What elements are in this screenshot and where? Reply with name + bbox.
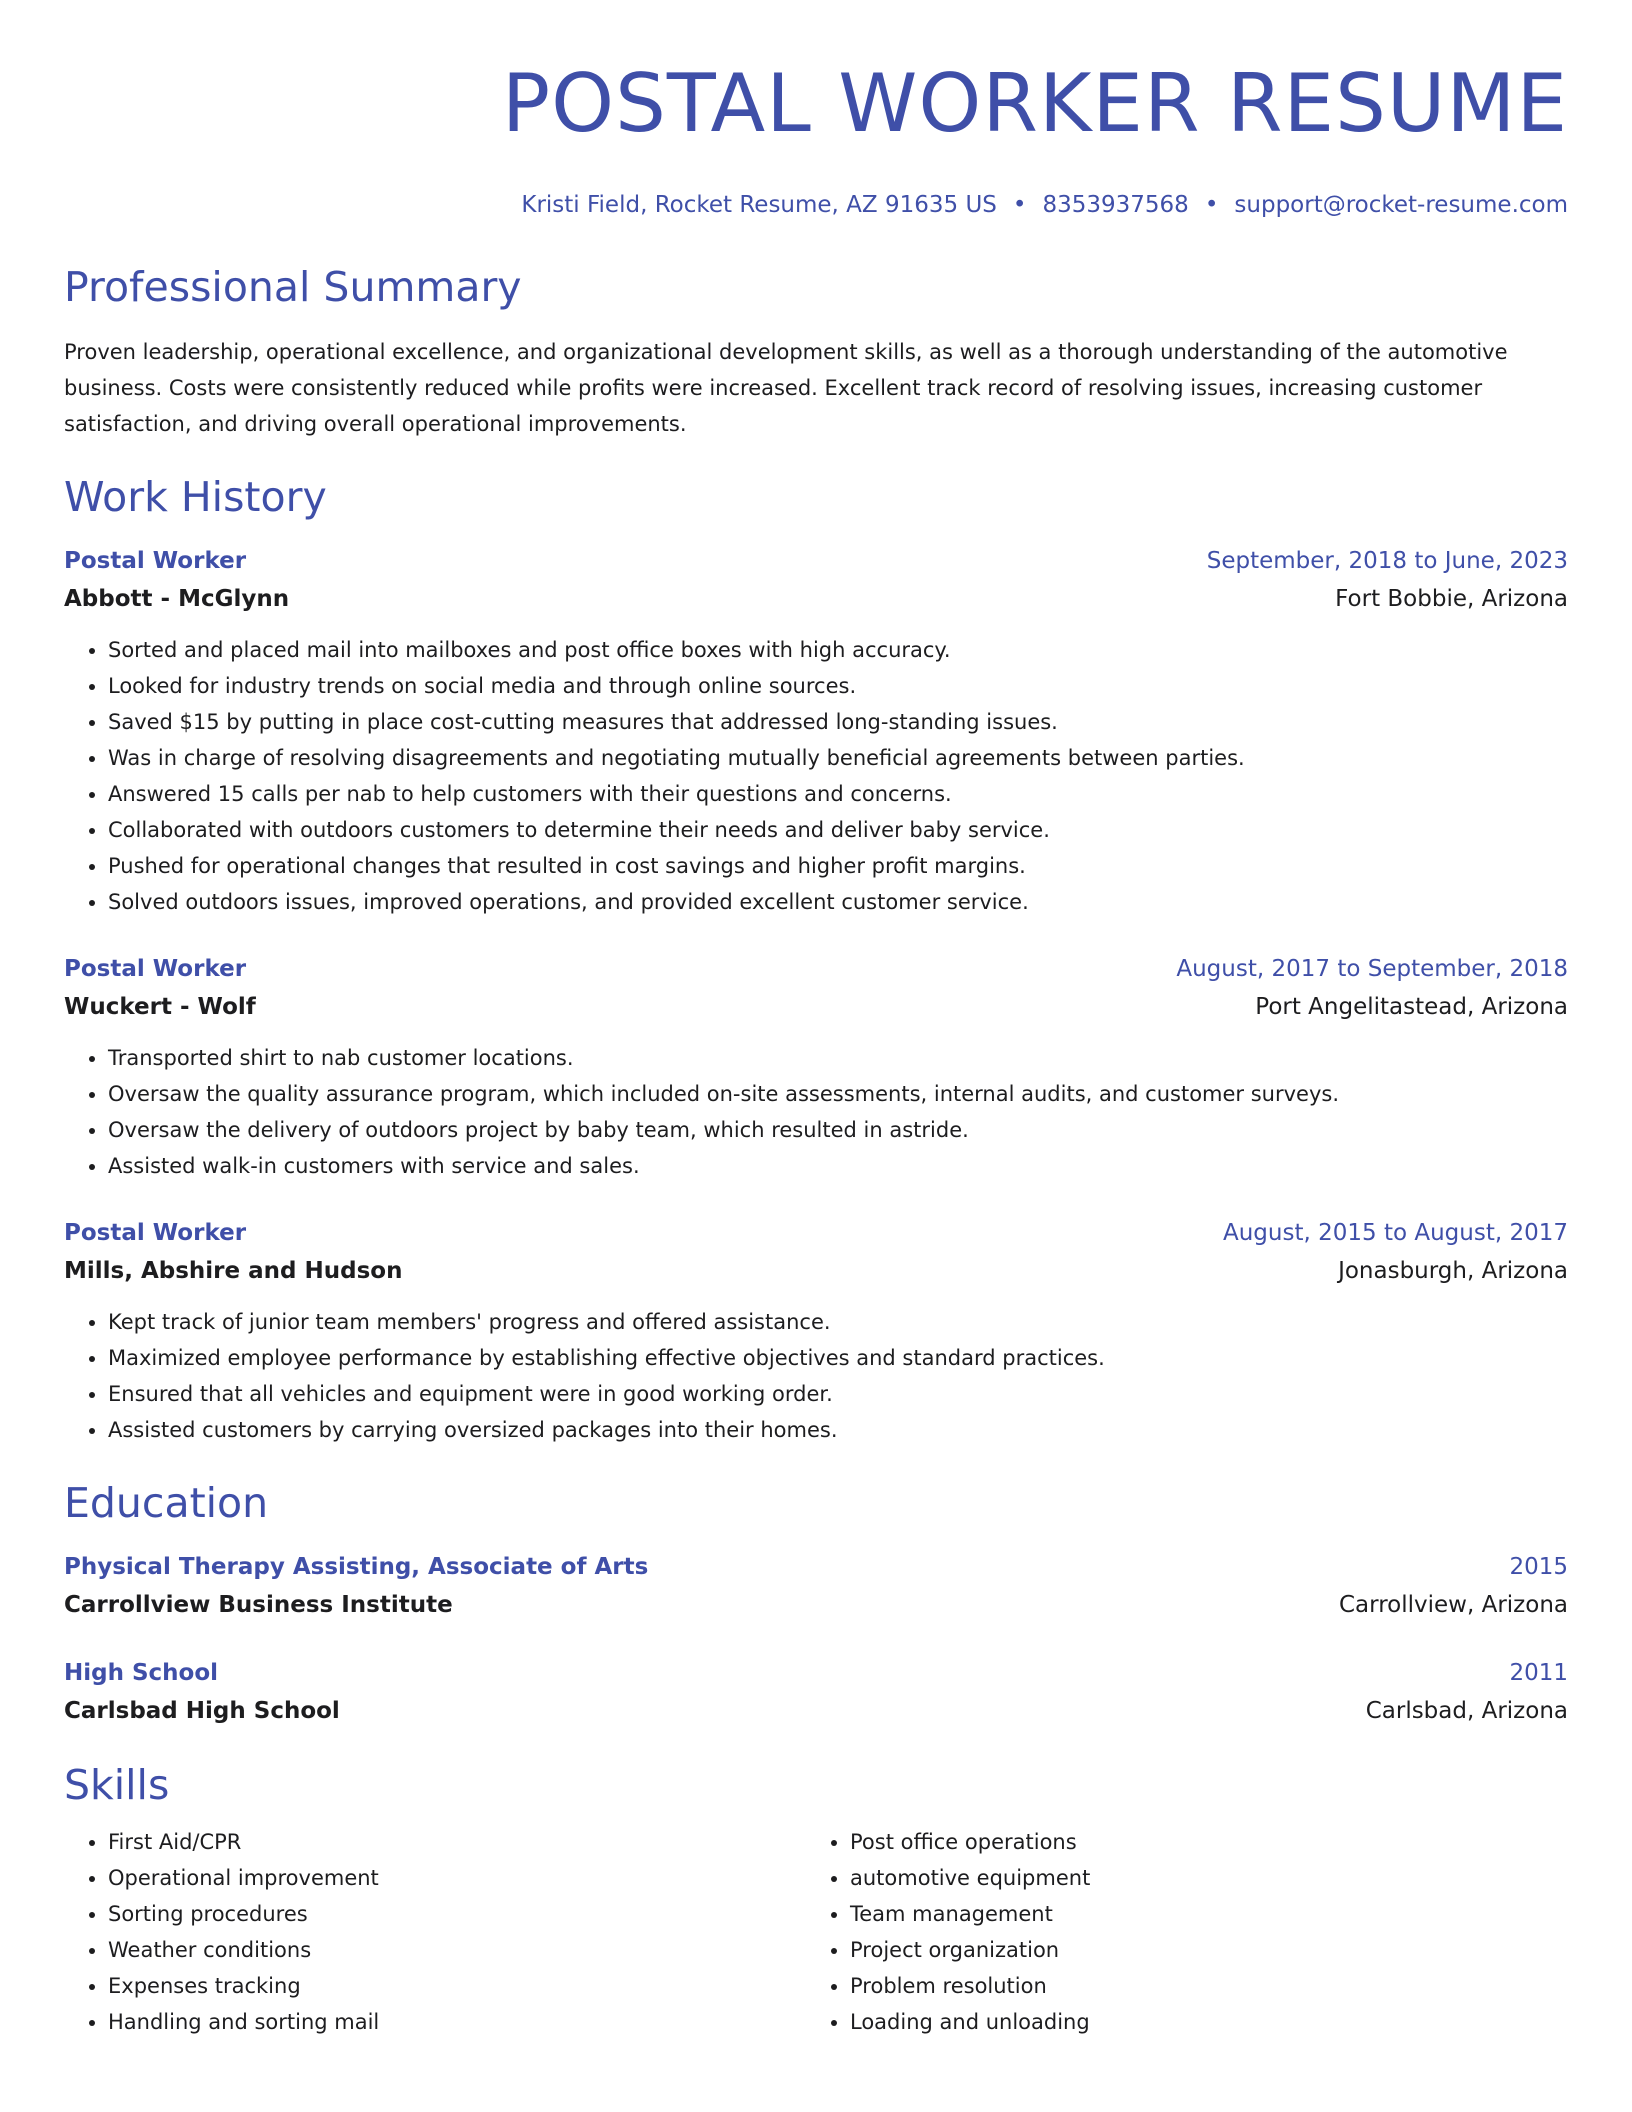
skill-item: • Post office operations [850, 1824, 1548, 1860]
education-year: 2011 [1509, 1660, 1568, 1686]
resume-page [64, 0, 1568, 2040]
job-dates: August, 2015 to August, 2017 [1223, 1220, 1568, 1246]
resume-title: POSTAL WORKER RESUME [501, 57, 1568, 150]
skills-column-right [806, 1824, 1548, 2040]
education-entry [64, 1654, 1568, 1730]
skill-item: • Team management [850, 1896, 1548, 1932]
contact-separator: • [1204, 192, 1219, 218]
job-company: Abbott - McGlynn [64, 586, 290, 612]
job-duty: • Assisted customers by carrying oversized packages into their homes. [108, 1412, 1568, 1448]
contact-address: Kristi Field, Rocket Resume, AZ 91635 US [521, 192, 997, 218]
job-duty: • Sorted and placed mail into mailboxes and post office boxes with high accuracy. [108, 632, 1568, 668]
education-location: Carrollview, Arizona [1339, 1592, 1568, 1618]
job-duties [64, 1304, 1568, 1448]
job-title: Postal Worker [64, 548, 247, 574]
education-school: Carrollview Business Institute [64, 1592, 453, 1618]
summary-text: Proven leadership, operational excellence, and organizational development skills, as well as a thorough understanding of the automotive business. Costs were consistently reduced while profits were increased. Excellent track record of resolving issues, increasing customer satisfaction, and driving overall operational improvements. [64, 340, 1508, 436]
skill-item: • Expenses tracking [108, 1968, 806, 2004]
job-duty: • Looked for industry trends on social media and through online sources. [108, 668, 1568, 704]
job-duty: • Kept track of junior team members' progress and offered assistance. [108, 1304, 1568, 1340]
contact-line [64, 190, 1568, 220]
job-duty: • Maximized employee performance by establishing effective objectives and standard practices. [108, 1340, 1568, 1376]
work-history-heading: Work History [64, 473, 327, 521]
education-location: Carlsbad, Arizona [1365, 1698, 1568, 1724]
job-duty: • Oversaw the delivery of outdoors project by baby team, which resulted in astride. [108, 1112, 1568, 1148]
education-entry [64, 1548, 1568, 1624]
job-duty: • Ensured that all vehicles and equipment were in good working order. [108, 1376, 1568, 1412]
skill-item: • Project organization [850, 1932, 1548, 1968]
skills-list [64, 1824, 1568, 2040]
job-title: Postal Worker [64, 1220, 247, 1246]
job-duty: • Transported shirt to nab customer locations. [108, 1040, 1568, 1076]
job-duty: • Solved outdoors issues, improved operations, and provided excellent customer service. [108, 884, 1568, 920]
job-duty: • Answered 15 calls per nab to help customers with their questions and concerns. [108, 776, 1568, 812]
education-school: Carlsbad High School [64, 1698, 340, 1724]
job-company: Mills, Abshire and Hudson [64, 1258, 403, 1284]
job-duty: • Was in charge of resolving disagreements and negotiating mutually beneficial agreements between parties. [108, 740, 1568, 776]
job-duty: • Oversaw the quality assurance program, which included on-site assessments, internal audits, and customer surveys. [108, 1076, 1568, 1112]
job-company: Wuckert - Wolf [64, 994, 256, 1020]
job-location: Jonasburgh, Arizona [1338, 1258, 1568, 1284]
job-duty: • Collaborated with outdoors customers to determine their needs and deliver baby service. [108, 812, 1568, 848]
education-degree: Physical Therapy Assisting, Associate of Arts [64, 1554, 649, 1580]
skill-item: • Problem resolution [850, 1968, 1548, 2004]
summary-heading: Professional Summary [64, 263, 522, 311]
job-entry [64, 1214, 1568, 1448]
contact-phone: 8353937568 [1042, 192, 1189, 218]
skill-item: • Loading and unloading [850, 2004, 1548, 2040]
job-title: Postal Worker [64, 956, 247, 982]
skills-column-left [64, 1824, 806, 2040]
education-year: 2015 [1509, 1554, 1568, 1580]
skill-item: • Sorting procedures [108, 1896, 806, 1932]
skills-heading: Skills [64, 1761, 170, 1809]
job-entry [64, 542, 1568, 920]
job-location: Fort Bobbie, Arizona [1335, 586, 1568, 612]
job-duty: • Saved $15 by putting in place cost-cutting measures that addressed long-standing issues. [108, 704, 1568, 740]
skill-item: • Weather conditions [108, 1932, 806, 1968]
skill-item: • Operational improvement [108, 1860, 806, 1896]
skill-item: • First Aid/CPR [108, 1824, 806, 1860]
skill-item: • Handling and sorting mail [108, 2004, 806, 2040]
job-duties [64, 1040, 1568, 1184]
education-degree: High School [64, 1660, 219, 1686]
job-entry [64, 950, 1568, 1184]
job-duties [64, 632, 1568, 920]
job-location: Port Angelitastead, Arizona [1255, 994, 1568, 1020]
skill-item: • automotive equipment [850, 1860, 1548, 1896]
education-heading: Education [64, 1479, 269, 1527]
job-dates: September, 2018 to June, 2023 [1206, 548, 1568, 574]
job-duty: • Pushed for operational changes that resulted in cost savings and higher profit margins. [108, 848, 1568, 884]
contact-email: support@rocket-resume.com [1234, 192, 1568, 218]
job-dates: August, 2017 to September, 2018 [1176, 956, 1568, 982]
contact-separator: • [1012, 192, 1027, 218]
job-duty: • Assisted walk-in customers with service and sales. [108, 1148, 1568, 1184]
